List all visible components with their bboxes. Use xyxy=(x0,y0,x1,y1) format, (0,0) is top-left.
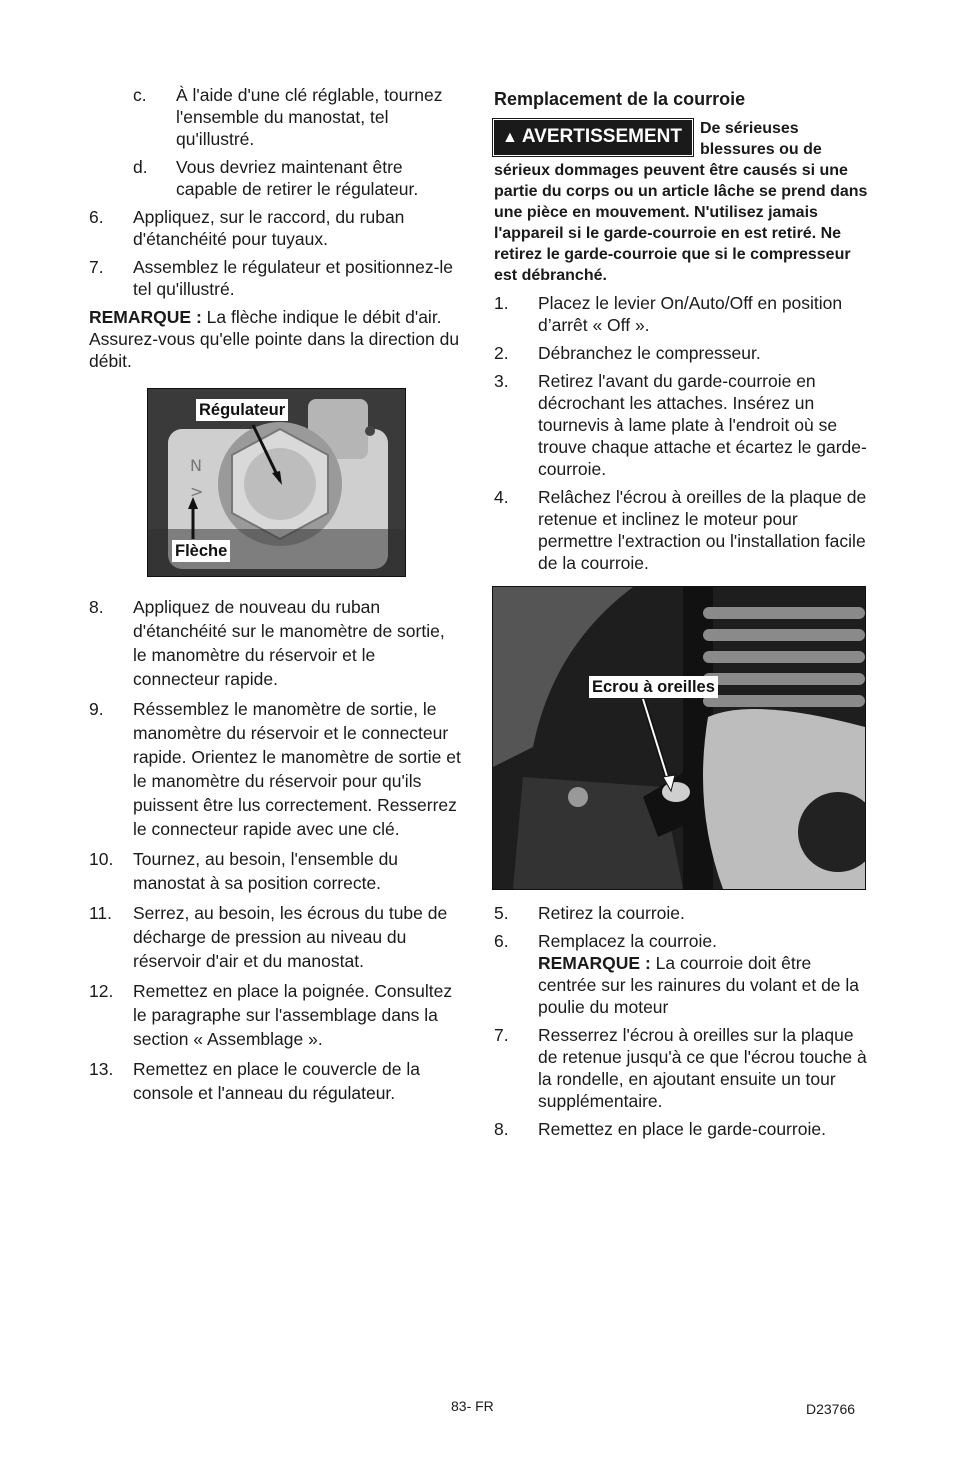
item-number: 5. xyxy=(494,903,509,923)
warning-badge-label: AVERTISSEMENT xyxy=(521,126,682,147)
list-item xyxy=(494,370,870,480)
list-item xyxy=(89,156,461,200)
item-text xyxy=(538,930,870,1018)
note-label: REMARQUE : xyxy=(538,953,651,973)
item-text: Resserrez l'écrou à oreilles sur la plaque de retenue jusqu'à ce que l'écrou touche à la rondelle, en ajoutant ensuite un tour supplémentaire. xyxy=(538,1025,867,1111)
item-number: 8. xyxy=(494,1119,509,1139)
regulator-figure xyxy=(147,388,406,577)
warning-badge xyxy=(494,120,692,155)
list-item xyxy=(494,902,870,924)
item-text: À l'aide d'une clé réglable, tournez l'ensemble du manostat, tel qu'illustré. xyxy=(176,85,443,149)
list-item xyxy=(89,256,461,300)
item-text-main: Remplacez la courroie. xyxy=(538,931,717,951)
item-text: Réssemblez le manomètre de sortie, le manomètre du réservoir et le connecteur rapide. Orientez le manomètre de sortie et le manomètre du réservoir pour qu'ils puissent être lus correctement. Resserrez le connecteur rapide avec une clé. xyxy=(133,699,461,839)
item-text: Appliquez, sur le raccord, du ruban d'étanchéité pour tuyaux. xyxy=(133,207,405,249)
item-number: d. xyxy=(133,157,148,177)
item-number: 7. xyxy=(89,257,104,277)
motor-photo xyxy=(493,587,865,889)
list-item xyxy=(494,486,870,574)
right-column xyxy=(494,84,870,1146)
list-item xyxy=(494,930,870,1018)
left-column xyxy=(89,84,461,1111)
item-text: Assemblez le régulateur et positionnez-le tel qu'illustré. xyxy=(133,257,454,299)
regulator-label: Régulateur xyxy=(196,399,288,421)
list-item xyxy=(494,342,870,364)
note-text: La courroie doit être centrée sur les rainures du volant et de la poulie du moteur xyxy=(538,953,860,1017)
item-number: 4. xyxy=(494,487,509,507)
item-text: Relâchez l'écrou à oreilles de la plaque de retenue et inclinez le moteur pour permettre l'extraction ou l'installation facile de la courroie. xyxy=(538,487,867,573)
item-number: 6. xyxy=(89,207,104,227)
item-text: Remettez en place la poignée. Consultez le paragraphe sur l'assemblage dans la section « Assemblage ». xyxy=(133,981,453,1049)
item-number: 1. xyxy=(494,293,509,313)
list-item xyxy=(494,292,870,336)
note-label: REMARQUE : xyxy=(89,307,202,327)
document-code: D23766 xyxy=(806,1401,856,1417)
item-number: 11. xyxy=(89,903,113,923)
item-text: Tournez, au besoin, l'ensemble du manostat à sa position correcte. xyxy=(133,849,399,893)
item-number: 10. xyxy=(89,849,114,869)
section-title: Remplacement de la courroie xyxy=(494,89,746,109)
item-text: Appliquez de nouveau du ruban d'étanchéité sur le manomètre de sortie, le manomètre du réservoir et le connecteur rapide. xyxy=(133,597,445,689)
item-text: Débranchez le compresseur. xyxy=(538,343,761,363)
note-text: La flèche indique le débit d'air. Assurez-vous qu'elle pointe dans la direction du débit. xyxy=(89,307,460,371)
list-item xyxy=(89,84,461,150)
item-text: Remettez en place le couvercle de la console et l'anneau du régulateur. xyxy=(133,1059,420,1103)
note-paragraph xyxy=(89,306,461,372)
item-number: 3. xyxy=(494,371,509,391)
item-text: Vous devriez maintenant être capable de retirer le régulateur. xyxy=(176,157,419,199)
svg-text:>: > xyxy=(190,482,204,501)
item-text: Serrez, au besoin, les écrous du tube de décharge de pression au niveau du réservoir d'air et du manostat. xyxy=(133,903,448,971)
list-item xyxy=(89,1057,461,1105)
item-number: 7. xyxy=(494,1025,509,1045)
list-item xyxy=(89,979,461,1051)
warning-block xyxy=(494,118,870,286)
item-number: 2. xyxy=(494,343,509,363)
warning-text: De sérieuses blessures ou de sérieux dommages peuvent être causés si une partie du corps ou un article lâche se prend dans une pièce en mouvement. N'utilisez jamais l'appareil si le garde-courroie en est retiré. Ne retirez le garde-courroie que si le compresseur est débranché. xyxy=(494,120,868,284)
item-number: 13. xyxy=(89,1059,114,1079)
item-number: 6. xyxy=(494,931,509,951)
list-item xyxy=(89,595,461,691)
item-number: c. xyxy=(133,85,147,105)
page-number: 83- FR xyxy=(451,1398,494,1414)
list-item xyxy=(494,1118,870,1140)
arrow-label: Flèche xyxy=(172,540,230,562)
wing-nut-label: Ecrou à oreilles xyxy=(589,676,718,698)
item-text: Retirez la courroie. xyxy=(538,903,685,923)
item-text: Remettez en place le garde-courroie. xyxy=(538,1119,826,1139)
warning-triangle-icon: ▲ xyxy=(502,129,518,146)
list-item xyxy=(494,1024,870,1112)
wing-nut-figure xyxy=(492,586,866,890)
item-number: 8. xyxy=(89,597,104,617)
svg-text:N: N xyxy=(190,456,202,475)
list-item xyxy=(89,901,461,973)
item-number: 9. xyxy=(89,699,104,719)
item-number: 12. xyxy=(89,981,114,1001)
list-item xyxy=(89,847,461,895)
item-text: Retirez l'avant du garde-courroie en décrochant les attaches. Insérez un tournevis à lame plate à l'endroit où se trouve chaque attache et écartez le garde-courroie. xyxy=(538,371,867,479)
item-text: Placez le levier On/Auto/Off en position d’arrêt « Off ». xyxy=(538,293,843,335)
list-item xyxy=(89,206,461,250)
list-item xyxy=(89,697,461,841)
